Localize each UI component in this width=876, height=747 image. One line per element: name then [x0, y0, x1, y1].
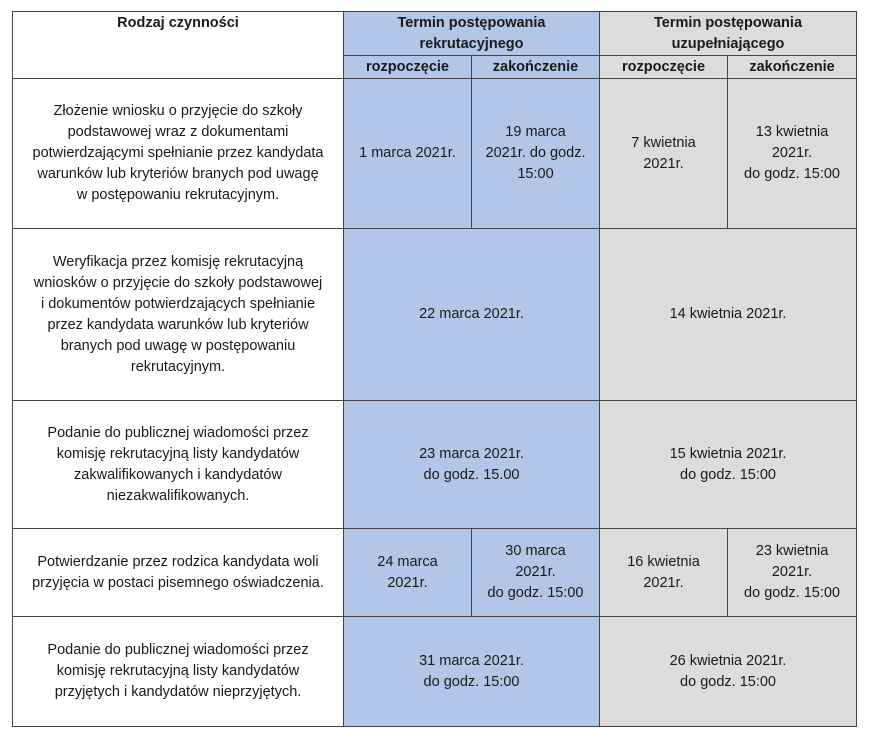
header-supplementary	[600, 12, 857, 56]
recruitment-schedule-table	[12, 11, 857, 727]
date-line: 30 marca	[505, 543, 566, 559]
activity-line: komisję rekrutacyjną listy kandydatów	[56, 445, 300, 462]
header-recruitment-end	[472, 56, 600, 79]
date-line: 26 kwietnia 2021r.	[669, 652, 787, 669]
supplementary-date-cell	[600, 401, 857, 529]
activity-cell	[13, 229, 344, 401]
recruitment-date-cell	[344, 401, 600, 529]
activity-line: i dokumentów potwierdzających spełnianie	[40, 295, 316, 312]
header-recruitment-start	[344, 56, 472, 79]
activity-line: niezakwalifikowanych.	[106, 487, 250, 504]
recruitment-end-cell	[472, 529, 600, 617]
header-supplementary-start	[600, 56, 728, 79]
date-line: 23 kwietnia	[755, 543, 829, 559]
supplementary-end-cell	[728, 529, 857, 617]
activity-line: Podanie do publicznej wiadomości przez	[47, 642, 309, 658]
date-line: 22 marca 2021r.	[419, 306, 524, 322]
header-supplementary-end-label: zakończenie	[749, 59, 835, 75]
activity-cell	[13, 529, 344, 617]
header-recruitment-line1: Termin postępowania	[397, 15, 546, 31]
activity-line: wniosków o przyjęcie do szkoły podstawowej	[33, 274, 323, 291]
activity-line: branych pod uwagę w postępowaniu	[60, 337, 296, 354]
activity-cell	[13, 79, 344, 229]
date-line: 16 kwietnia	[627, 553, 700, 570]
recruitment-end-cell	[472, 79, 600, 229]
activity-line: komisję rekrutacyjną listy kandydatów	[56, 663, 300, 679]
date-line: do godz. 15:00	[680, 466, 776, 483]
date-line: 15 kwietnia 2021r.	[669, 445, 787, 462]
table-row	[13, 79, 857, 229]
activity-line: potwierdzającymi spełnianie przez kandydata	[32, 145, 324, 161]
activity-line: rekrutacyjnym.	[130, 358, 226, 375]
activity-line: warunków lub kryteriów branych pod uwagę	[37, 166, 319, 182]
activity-line: przyjęcia w postaci pisemnego oświadczenia.	[32, 574, 324, 591]
supplementary-start-cell	[600, 79, 728, 229]
activity-cell	[13, 617, 344, 727]
date-line: 2021r.	[643, 155, 684, 172]
date-line: 14 kwietnia 2021r.	[669, 306, 787, 322]
activity-line: Złożenie wniosku o przyjęcie do szkoły	[53, 103, 303, 119]
date-line: 2021r.	[771, 145, 813, 161]
date-line: 2021r.	[771, 564, 813, 580]
activity-line: podstawowej wraz z dokumentami	[67, 124, 289, 140]
header-activity-label: Rodzaj czynności	[117, 15, 239, 31]
date-line: do godz. 15:00	[680, 673, 776, 690]
activity-line: zakwalifikowanych i kandydatów	[74, 466, 282, 483]
table-row	[13, 401, 857, 529]
header-supplementary-line1: Termin postępowania	[654, 15, 803, 31]
activity-line: Podanie do publicznej wiadomości przez	[47, 424, 309, 441]
recruitment-date-cell	[344, 229, 600, 401]
recruitment-date-cell	[344, 617, 600, 727]
supplementary-start-cell	[600, 529, 728, 617]
header-activity	[13, 12, 344, 79]
recruitment-start-cell	[344, 529, 472, 617]
header-recruitment-line2: rekrutacyjnego	[419, 36, 524, 52]
date-line: 7 kwietnia	[631, 134, 696, 151]
date-line: 23 marca 2021r.	[419, 445, 524, 462]
activity-line: w postępowaniu rekrutacyjnym.	[76, 187, 280, 203]
table-row	[13, 229, 857, 401]
table-row	[13, 529, 857, 617]
date-line: do godz. 15:00	[487, 585, 584, 601]
supplementary-end-cell	[728, 79, 857, 229]
recruitment-start-cell	[344, 79, 472, 229]
date-line: do godz. 15:00	[423, 673, 520, 690]
supplementary-date-cell	[600, 617, 857, 727]
table-row	[13, 617, 857, 727]
header-supplementary-line2: uzupełniającego	[671, 36, 785, 52]
activity-line: przyjętych i kandydatów nieprzyjętych.	[54, 684, 302, 700]
header-recruitment-end-label: zakończenie	[492, 59, 579, 75]
header-supplementary-start-label: rozpoczęcie	[622, 59, 706, 75]
activity-cell	[13, 401, 344, 529]
date-line: 31 marca 2021r.	[419, 652, 524, 669]
date-line: 2021r.	[643, 574, 684, 591]
activity-line: Potwierdzanie przez rodzica kandydata woli	[37, 553, 319, 570]
date-line: do godz. 15:00	[744, 166, 840, 182]
header-recruitment-start-label: rozpoczęcie	[366, 59, 449, 75]
date-line: do godz. 15.00	[423, 466, 520, 483]
activity-line: przez kandydata warunków lub kryteriów	[47, 316, 309, 333]
date-line: 15:00	[517, 166, 554, 182]
date-line: do godz. 15:00	[744, 585, 840, 601]
date-line: 1 marca 2021r.	[359, 145, 456, 161]
activity-line: Weryfikacja przez komisję rekrutacyjną	[52, 253, 304, 270]
date-line: 2021r.	[515, 564, 556, 580]
date-line: 2021r.	[387, 574, 428, 591]
date-line: 13 kwietnia	[755, 124, 829, 140]
header-supplementary-end	[728, 56, 857, 79]
supplementary-date-cell	[600, 229, 857, 401]
date-line: 19 marca	[505, 124, 566, 140]
date-line: 2021r. do godz.	[485, 145, 586, 161]
header-recruitment	[344, 12, 600, 56]
date-line: 24 marca	[377, 553, 438, 570]
